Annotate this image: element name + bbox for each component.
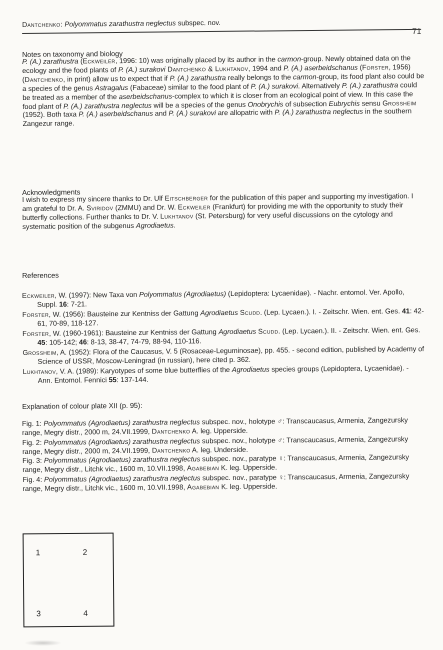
text-run: . bbox=[173, 222, 176, 230]
text-run: , V. A. (1989): Karyotypes of some blue butterflies of the bbox=[55, 366, 232, 376]
smallcaps-run: Dantchenko bbox=[24, 76, 64, 84]
italic-run: Polyommatus (Agrodiaetus) zarathustra neglectus bbox=[43, 419, 200, 428]
italic-run: carmon bbox=[277, 56, 302, 64]
page-number: 71 bbox=[412, 26, 422, 36]
text-run: , 1994 and bbox=[248, 65, 284, 73]
text-run: ( bbox=[78, 58, 83, 66]
text-run: : 8-13, 38-47, 74-79, 88-94, 110-116. bbox=[86, 337, 202, 347]
smallcaps-run: Forster bbox=[362, 64, 389, 72]
plate-cell-number: 1 bbox=[35, 548, 41, 558]
italic-run: P. (A.) zarathustra bbox=[169, 74, 226, 83]
italic-run: P. (A.) aserbeidschanus bbox=[78, 111, 153, 119]
running-header bbox=[22, 17, 422, 36]
text-run: (Lepidoptera: Lycaenidae). - Nachr. entomol. Ver. Apollo, Suppl. bbox=[37, 289, 405, 309]
acknowledgments-paragraph bbox=[22, 193, 424, 232]
explanation-heading: Explanation of colour plate XII (p. 95): bbox=[22, 400, 143, 411]
smallcaps-run: Grossheim bbox=[382, 99, 417, 108]
italic-run: P. (A.) surakovi bbox=[168, 110, 216, 119]
text-run: (ZMMU) and Dr. W. bbox=[113, 204, 178, 213]
references-list bbox=[22, 289, 425, 387]
text-run: Fig. 4: bbox=[22, 476, 45, 484]
running-title bbox=[22, 19, 221, 30]
running-taxon: Polyommatus zarathustra neglectus bbox=[64, 20, 176, 29]
italic-run: Agrodiaetus bbox=[231, 366, 270, 374]
text-run: A. leg. Underside. bbox=[190, 446, 249, 454]
italic-run: Agrodiaetus bbox=[200, 309, 238, 318]
text-run: subspec. nov., paratype ♀: Transcaucasus, Armenia, Zangezursky range, Megry distr., Litchk vic., 1600 m, 10.VII.1998, bbox=[22, 473, 410, 493]
text-run: , W. (1997): New Taxa von bbox=[54, 291, 140, 300]
text-run: K. leg. Upperside. bbox=[219, 483, 278, 491]
italic-run: aserbeidschanus bbox=[118, 93, 173, 101]
smallcaps-run: Scudd bbox=[258, 328, 279, 336]
plate-cell-number: 4 bbox=[83, 608, 88, 618]
text-run: : 105-142; bbox=[45, 339, 80, 347]
bold-run: 55 bbox=[108, 376, 117, 384]
italic-run: P. (A.) surakovi bbox=[250, 83, 299, 91]
bold-run: 41 bbox=[401, 308, 410, 316]
reference-item bbox=[23, 346, 425, 368]
text-run: (St. Petersburg) for very useful discussions on the cytology and systematic position of the subgenus bbox=[22, 211, 393, 231]
smallcaps-run: Agabebian bbox=[187, 483, 220, 492]
smallcaps-run: Lukhtanov bbox=[22, 368, 56, 376]
italic-run: Eubrychis bbox=[328, 100, 360, 108]
references-section bbox=[22, 267, 424, 280]
reference-item bbox=[22, 327, 424, 349]
notes-heading: Notes on taxonomy and biology bbox=[22, 49, 123, 59]
smallcaps-run: Agabebian bbox=[186, 465, 220, 473]
italic-run: Polyommatus (Agrodiaetus) bbox=[139, 291, 227, 299]
references-heading: References bbox=[22, 270, 59, 280]
plate-layout-box bbox=[23, 533, 115, 628]
smallcaps-run: Dantchenko bbox=[151, 428, 191, 436]
smallcaps-run: Eitschberger bbox=[164, 195, 208, 203]
italic-run: P. (A.) zarathustra bbox=[22, 58, 79, 66]
notes-section bbox=[22, 46, 425, 130]
text-run: A. leg. Upperside. bbox=[190, 427, 248, 436]
bold-run: 45 bbox=[37, 339, 46, 347]
text-run: subspec. nov., paratype ♀: Transcaucasus, Armenia, Zangezursky range, Megry distr., Litchk vic., 1600 m, 10.VII.1998, bbox=[22, 454, 410, 475]
plate-cell-number: 3 bbox=[36, 609, 41, 619]
acknowledgments-section bbox=[22, 184, 424, 232]
italic-run: Polyommatus (Agrodiaetus) zarathustra neglectus bbox=[43, 456, 201, 466]
smallcaps-run: Forster bbox=[22, 311, 49, 319]
text-run: K. leg. Upperside. bbox=[219, 464, 278, 473]
text-run: . (Lep. Lycaen.). I. - Zeitschr. Wien. ent. Ges. bbox=[260, 308, 403, 317]
text-run: for the publication of this paper and supporting my investigation. I am grateful to Dr. A. bbox=[22, 193, 414, 213]
text-run: could be treated as a member of the bbox=[22, 81, 418, 102]
smallcaps-run: Forster bbox=[22, 330, 49, 338]
bold-run: 46 bbox=[78, 339, 87, 347]
figure-captions bbox=[22, 417, 425, 495]
text-run: (1952). Both taxa bbox=[22, 111, 79, 120]
italic-run: Astragalus bbox=[94, 84, 129, 93]
italic-run: P. (A.) aserbeidschanus bbox=[283, 64, 358, 73]
text-run: , W. (1960-1961): Bausteine zur Kentniss der Gattung bbox=[48, 328, 219, 338]
italic-run: Polyommatus (Agrodiaetus) zarathustra neglectus bbox=[43, 437, 201, 447]
text-run: , A. (1952): Flora of the Caucasus, V. 5 (Rosaceae-Leguminosae), pp. 455. - second edition, published by Academy of Science of USSR, Moscow-Leningrad (in russian), here cited p. 362. bbox=[37, 345, 425, 366]
text-run: Fig. 2: bbox=[22, 439, 44, 447]
text-run: species groups (Lepidoptera, Lycaenidae). - Ann. Entomol. Fennici bbox=[37, 364, 409, 385]
italic-run: P. (A.) zarathustra neglectus bbox=[274, 109, 364, 118]
italic-run: Onobrychis bbox=[247, 101, 284, 109]
smallcaps-run: Lukhtanov bbox=[160, 213, 194, 221]
reference-item bbox=[22, 308, 424, 330]
text-run: (Fabaceae) similar to the food plant of bbox=[128, 83, 251, 92]
acknowledgments-heading: Acknowledgments bbox=[22, 187, 81, 197]
explanation-section bbox=[22, 398, 424, 411]
smallcaps-run: Eckweiler bbox=[177, 204, 211, 212]
italic-run: P. (A.) zarathustra bbox=[341, 82, 399, 90]
notes-paragraph bbox=[22, 55, 425, 130]
text-run: , 1996: 10) was originally placed by its author in the bbox=[115, 56, 278, 66]
text-run: will be a species of the genus bbox=[151, 101, 248, 110]
text-run: really belongs to the bbox=[225, 74, 293, 82]
plate-cell-number: 2 bbox=[82, 547, 88, 557]
text-run: , W. (1956): Bausteine zur Kentniss der Gattung bbox=[48, 310, 201, 319]
italic-run: P. (A.) surakovi bbox=[118, 66, 166, 74]
reference-item bbox=[23, 365, 425, 387]
italic-run: carmon bbox=[292, 73, 317, 82]
text-run: of subsection bbox=[283, 100, 329, 109]
text-run: , in print) allow us to expect that if bbox=[63, 75, 170, 84]
text-run: . (Lep. Lycaen.). II. - Zeitschr. Wien. ent. Ges. bbox=[278, 326, 421, 336]
text-run: -complex to which it is closer from an ecological point of view. In this case the food plant of bbox=[22, 90, 414, 111]
text-run: and bbox=[152, 111, 169, 119]
italic-run: P. (A.) zarathustra neglectus bbox=[63, 102, 152, 111]
text-run: are allopatric with bbox=[215, 110, 275, 118]
reference-item bbox=[22, 289, 424, 311]
text-run: subspec. nov., holotype ♂: Transcaucasus, Armenia, Zangezursky range, Megry distr., 2000 m, 24.VII.1999, bbox=[22, 417, 408, 437]
text-run: , 1956) ( bbox=[22, 64, 411, 84]
text-run: (Frankfurt) for providing me with the opportunity to study their butterfly collections. Further thanks to Dr. V. bbox=[22, 202, 404, 222]
text-run: -group, its food plant also could be a species of the genus bbox=[22, 72, 425, 93]
scan-smudge bbox=[24, 640, 62, 646]
text-run: : 42-61, 70-89, 118-127. bbox=[37, 308, 424, 328]
text-run: sensu bbox=[359, 100, 383, 108]
figure-caption bbox=[23, 473, 425, 495]
smallcaps-run: Dantchenko bbox=[151, 446, 191, 455]
smallcaps-run: Scudd bbox=[239, 309, 261, 317]
text-run: -group. Newly obtained data on the ecology and the food plants of bbox=[22, 55, 411, 75]
smallcaps-run: Sviridov bbox=[86, 205, 114, 213]
italic-run: Polyommatus (Agrodiaetus) zarathustra neglectus bbox=[44, 475, 201, 484]
text-run: : 137-144. bbox=[116, 376, 149, 384]
smallcaps-run: Eckweiler bbox=[82, 58, 116, 66]
running-suffix: subspec. nov. bbox=[177, 19, 221, 28]
italic-run: Agrodiaetus bbox=[135, 222, 174, 230]
text-run: subspec. nov., holotype ♂: Transcaucasus, Armenia, Zangezursky range, Megry distr., 2000 m, 24.VII.1999, bbox=[22, 435, 409, 456]
bold-run: 16 bbox=[59, 301, 67, 309]
smallcaps-run: Eckweiler bbox=[22, 292, 55, 300]
text-run: ( bbox=[357, 64, 363, 72]
text-run: in the southern Zangezur range. bbox=[22, 108, 412, 129]
text-run: . Alternatively bbox=[297, 82, 342, 91]
text-run: I wish to express my sincere thanks to Dr. Ulf bbox=[22, 195, 165, 204]
smallcaps-run: Grossheim bbox=[22, 349, 57, 357]
italic-run: Agrodiaetus bbox=[218, 328, 257, 336]
text-run: : 7-21. bbox=[66, 301, 87, 309]
running-author: Dantchenko: bbox=[22, 21, 63, 29]
text-run: Fig. 1: bbox=[22, 420, 44, 428]
text-run: Fig. 3: bbox=[22, 458, 44, 466]
smallcaps-run: Dantchenko & Lukhtanov bbox=[167, 65, 249, 74]
